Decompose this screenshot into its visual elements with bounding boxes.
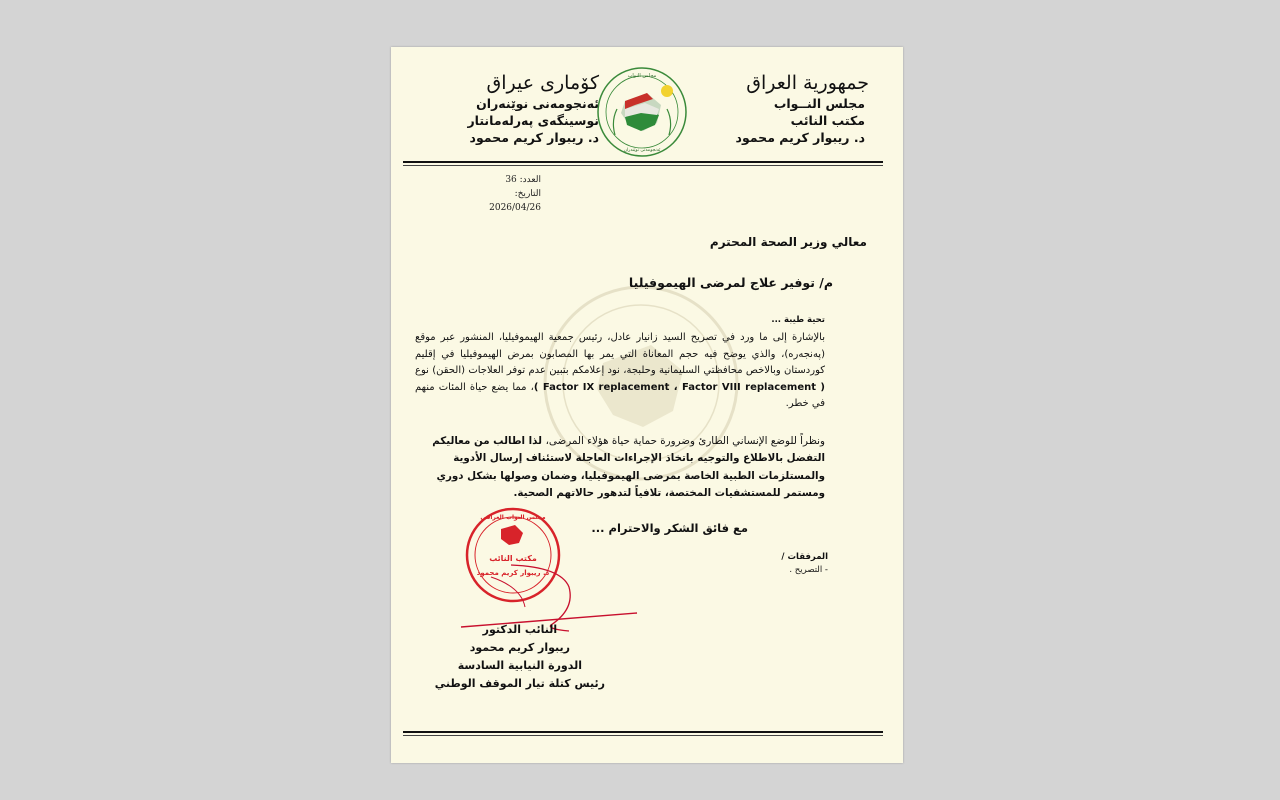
signature-name: ريبوار كريم محمود <box>469 641 571 654</box>
mp-name-kurdish: د. ريبوار كريم محمود <box>469 130 599 145</box>
letterhead-kurdish <box>429 71 599 146</box>
attachments <box>781 551 828 577</box>
number-label: العدد: <box>519 175 541 185</box>
date-value: 2026/04/26 <box>489 203 541 213</box>
stamp-name-text: د. ريبوار كريم محمود <box>476 569 550 577</box>
number-value: 36 <box>505 175 517 185</box>
header-rule-thin <box>403 165 883 166</box>
mp-name: د. ريبوار كريم محمود <box>735 130 865 145</box>
country-title-kurdish: کۆماری عیراق <box>486 72 599 94</box>
subject-line: م/ توفير علاج لمرضى الهيموفيليا <box>628 275 833 290</box>
para2-rest: لذا اطالب من معاليكم التفضل بالاطلاع والتوجيه باتخاذ الإجراءات العاجلة لاستئناف إرسال الأدوية والمستلزمات الطبية الخاصة بمرضى الهيموفيليا، وضمان وصولها بشكل دوري ومستمر للمستشفيات المختصة، تلافياً لتدهور حالاتهم الصحية. <box>432 435 825 500</box>
para2-first: ونظراً للوضع الإنساني الطارئ وضرورة حماية حياة هؤلاء المرضى، <box>545 435 825 447</box>
attachments-title: المرفقات / <box>781 552 828 562</box>
logo-top-text: مجلس النواب <box>627 73 657 79</box>
date-label: التاريخ: <box>514 189 541 199</box>
parliament-logo <box>595 65 689 159</box>
closing-line: مع فائق الشكر والاحترام ... <box>591 521 748 535</box>
attachment-item: - التصريح . <box>789 565 828 575</box>
signature-session: الدورة النيابية السادسة <box>457 659 583 672</box>
footer-rule-thin <box>403 735 883 736</box>
header-rule <box>403 161 883 163</box>
para1-text: بالإشارة إلى ما ورد في تصريح السيد زانيار عادل، رئيس جمعية الهيموفيليا، المنشور عبر موقع (پەنجەرە)، والذي يوضح فيه حجم المعاناة التي يمر بها المصابون بمرض الهيموفيليا في إقليم كوردستان وبالاخص محافظتي السليمانية وحلبجة، نود إعلامكم بتبين عدم توفر العلاجات (الحقن) نوع <box>415 332 825 377</box>
office-name-kurdish: نوسینگەی پەرلەمانتار <box>467 113 599 128</box>
office-name: مكتب النائب <box>790 113 865 128</box>
logo-bottom-text: ئەنجومەنی نوێنەران <box>623 148 661 153</box>
addressee: معالي وزير الصحة المحترم <box>709 235 867 249</box>
greeting: تحية طيبة ... <box>771 315 825 325</box>
stamp-top-text: مجلس النواب العراقي <box>480 514 546 521</box>
reference-date <box>461 187 541 215</box>
country-title-arabic: جمهورية العراق <box>746 72 869 94</box>
council-name: مجلس النــواب <box>773 96 865 111</box>
para1-end: ، مما يضع حياة المئات منهم في خطر. <box>415 381 825 410</box>
body-paragraph-1 <box>415 330 825 413</box>
stamp-middle-text: مكتب النائب <box>489 554 537 563</box>
letter-document <box>391 47 903 763</box>
signature-position: رئيس كتلة تيار الموقف الوطني <box>434 677 605 690</box>
reference-block <box>461 173 541 215</box>
reference-number <box>461 173 541 187</box>
letterhead-arabic <box>699 71 869 146</box>
signature-title: النائب الدكتور <box>482 623 558 636</box>
signature-block <box>435 621 605 693</box>
factor-names: ( Factor IX replacement ، Factor VIII replacement ) <box>533 381 825 393</box>
council-name-kurdish: ئەنجومەنی نوێنەران <box>476 96 599 111</box>
letterhead <box>391 47 903 167</box>
body-paragraph-2 <box>411 433 825 503</box>
footer-rule <box>403 731 883 733</box>
